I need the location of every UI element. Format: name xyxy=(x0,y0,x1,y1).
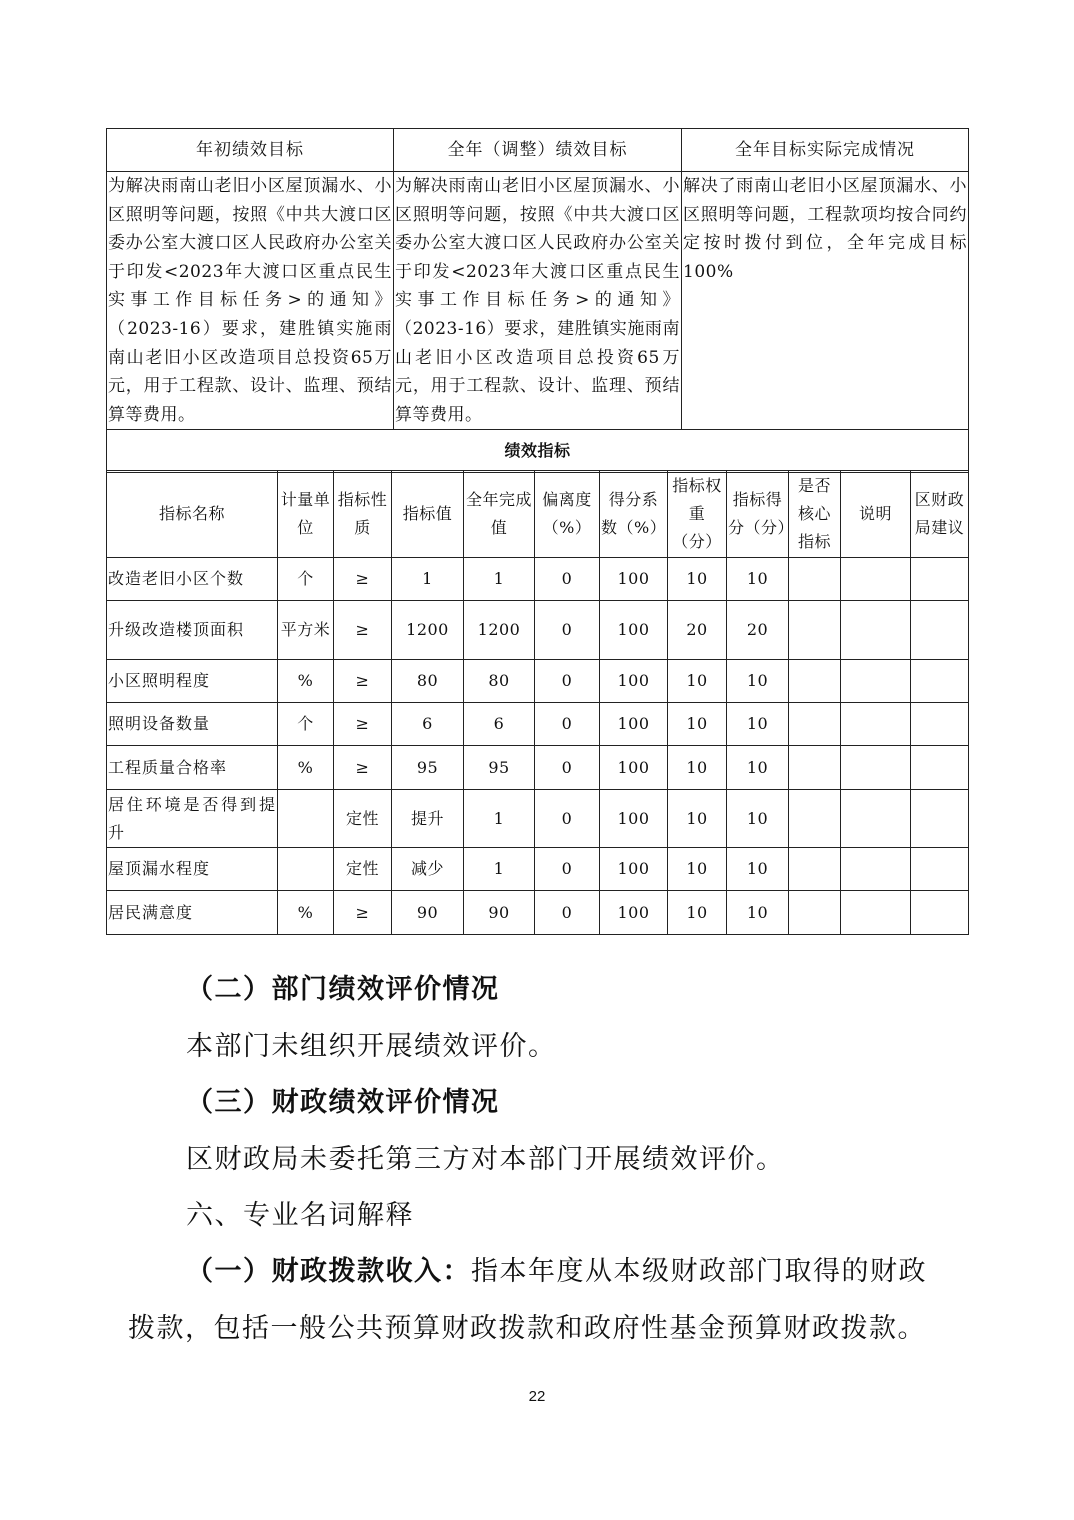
kpi-header-note: 说明 xyxy=(841,471,911,558)
kpi-cell-score: 20 xyxy=(727,601,789,660)
kpi-cell-name: 屋顶漏水程度 xyxy=(107,848,278,891)
kpi-cell-coef: 100 xyxy=(600,891,668,935)
kpi-cell-advice xyxy=(911,660,969,703)
kpi-cell-deviation: 0 xyxy=(535,790,600,848)
kpi-cell-unit: % xyxy=(278,660,334,703)
kpi-cell-core xyxy=(789,558,841,601)
kpi-cell-weight: 10 xyxy=(668,891,727,935)
performance-goals-table xyxy=(106,128,969,473)
kpi-cell-target: 减少 xyxy=(392,848,464,891)
kpi-cell-nature: ≥ xyxy=(334,891,392,935)
kpi-cell-unit: 个 xyxy=(278,558,334,601)
kpi-cell-note xyxy=(841,703,911,746)
kpi-cell-coef: 100 xyxy=(600,601,668,660)
kpi-cell-coef: 100 xyxy=(600,703,668,746)
section-2-heading: （二）部门绩效评价情况 xyxy=(186,974,500,1005)
kpi-cell-name: 改造老旧小区个数 xyxy=(107,558,278,601)
kpi-cell-actual: 1200 xyxy=(464,601,535,660)
kpi-cell-score: 10 xyxy=(727,558,789,601)
section-3-heading: （三）财政绩效评价情况 xyxy=(186,1087,500,1118)
kpi-cell-coef: 100 xyxy=(600,558,668,601)
kpi-cell-deviation: 0 xyxy=(535,660,600,703)
kpi-cell-coef: 100 xyxy=(600,848,668,891)
term-1-label: （一）财政拨款收入： xyxy=(186,1256,471,1287)
kpi-cell-unit: % xyxy=(278,746,334,790)
kpi-cell-coef: 100 xyxy=(600,790,668,848)
page-number: 22 xyxy=(528,1388,546,1405)
kpi-cell-unit xyxy=(278,848,334,891)
table-row xyxy=(107,601,969,660)
kpi-cell-score: 10 xyxy=(727,703,789,746)
section-3-body: 区财政局未委托第三方对本部门开展绩效评价。 xyxy=(186,1144,785,1175)
kpi-cell-deviation: 0 xyxy=(535,848,600,891)
kpi-header-unit: 计量单位 xyxy=(278,471,334,558)
kpi-cell-name: 照明设备数量 xyxy=(107,703,278,746)
kpi-cell-note xyxy=(841,558,911,601)
kpi-cell-core xyxy=(789,790,841,848)
kpi-cell-unit: 个 xyxy=(278,703,334,746)
kpi-cell-nature: 定性 xyxy=(334,848,392,891)
kpi-cell-nature: ≥ xyxy=(334,746,392,790)
kpi-cell-actual: 1 xyxy=(464,790,535,848)
kpi-cell-note xyxy=(841,790,911,848)
section-6-heading: 六、专业名词解释 xyxy=(186,1200,414,1231)
kpi-cell-nature: ≥ xyxy=(334,703,392,746)
kpi-cell-score: 10 xyxy=(727,848,789,891)
kpi-cell-actual: 6 xyxy=(464,703,535,746)
kpi-cell-score: 10 xyxy=(727,660,789,703)
kpi-cell-target: 1200 xyxy=(392,601,464,660)
kpi-cell-note xyxy=(841,601,911,660)
kpi-header-actual: 全年完成值 xyxy=(464,471,535,558)
kpi-header-core: 是否核心指标 xyxy=(789,471,841,558)
kpi-cell-deviation: 0 xyxy=(535,601,600,660)
kpi-cell-advice xyxy=(911,891,969,935)
kpi-cell-weight: 10 xyxy=(668,746,727,790)
table-row xyxy=(107,703,969,746)
kpi-cell-name: 居民满意度 xyxy=(107,891,278,935)
kpi-cell-score: 10 xyxy=(727,891,789,935)
kpi-header-weight: 指标权重（分） xyxy=(668,471,727,558)
kpi-cell-core xyxy=(789,601,841,660)
kpi-header-target: 指标值 xyxy=(392,471,464,558)
kpi-cell-weight: 10 xyxy=(668,660,727,703)
kpi-header-name: 指标名称 xyxy=(107,471,278,558)
section-2-body: 本部门未组织开展绩效评价。 xyxy=(186,1031,557,1062)
kpi-cell-deviation: 0 xyxy=(535,703,600,746)
kpi-header-advice: 区财政局建议 xyxy=(911,471,969,558)
kpi-cell-unit xyxy=(278,790,334,848)
kpi-cell-nature: ≥ xyxy=(334,601,392,660)
actual-completion-text: 解决了雨南山老旧小区屋顶漏水、小区照明等问题，工程款项均按合同约定按时拨付到位，全年完成目标100% xyxy=(682,172,969,430)
kpi-section-title: 绩效指标 xyxy=(107,430,969,473)
kpi-cell-nature: ≥ xyxy=(334,558,392,601)
kpi-cell-score: 10 xyxy=(727,790,789,848)
kpi-cell-deviation: 0 xyxy=(535,891,600,935)
kpi-cell-weight: 20 xyxy=(668,601,727,660)
kpi-cell-weight: 10 xyxy=(668,790,727,848)
kpi-header-coef: 得分系数（%） xyxy=(600,471,668,558)
initial-goal-text: 为解决雨南山老旧小区屋顶漏水、小区照明等问题，按照《中共大渡口区委办公室大渡口区人民政府办公室关于印发<2023年大渡口区重点民生实事工作目标任务>的通知》（2023-16）要求，建胜镇实施雨南山老旧小区改造项目总投资65万元，用于工程款、设计、监理、预结算等费用。 xyxy=(107,172,394,430)
kpi-cell-note xyxy=(841,848,911,891)
kpi-cell-name: 居住环境是否得到提升 xyxy=(107,790,278,848)
kpi-cell-name: 小区照明程度 xyxy=(107,660,278,703)
kpi-cell-nature: ≥ xyxy=(334,660,392,703)
kpi-cell-actual: 80 xyxy=(464,660,535,703)
kpi-header-score: 指标得分（分） xyxy=(727,471,789,558)
kpi-cell-note xyxy=(841,746,911,790)
kpi-cell-name: 工程质量合格率 xyxy=(107,746,278,790)
kpi-table xyxy=(106,470,969,935)
kpi-cell-weight: 10 xyxy=(668,703,727,746)
kpi-cell-nature: 定性 xyxy=(334,790,392,848)
kpi-cell-note xyxy=(841,660,911,703)
kpi-cell-deviation: 0 xyxy=(535,746,600,790)
kpi-cell-core xyxy=(789,746,841,790)
kpi-cell-target: 80 xyxy=(392,660,464,703)
kpi-cell-advice xyxy=(911,558,969,601)
term-1-line-2: 拨款，包括一般公共预算财政拨款和政府性基金预算财政拨款。 xyxy=(128,1313,926,1344)
table-row xyxy=(107,558,969,601)
kpi-cell-actual: 1 xyxy=(464,848,535,891)
kpi-cell-unit: % xyxy=(278,891,334,935)
kpi-cell-coef: 100 xyxy=(600,660,668,703)
table-row xyxy=(107,848,969,891)
kpi-cell-advice xyxy=(911,601,969,660)
term-1-definition: 指本年度从本级财政部门取得的财政 xyxy=(471,1256,927,1287)
kpi-cell-advice xyxy=(911,703,969,746)
kpi-cell-advice xyxy=(911,746,969,790)
kpi-cell-actual: 1 xyxy=(464,558,535,601)
header-actual-completion: 全年目标实际完成情况 xyxy=(682,129,969,172)
kpi-cell-target: 提升 xyxy=(392,790,464,848)
kpi-cell-deviation: 0 xyxy=(535,558,600,601)
kpi-header-deviation: 偏离度（%） xyxy=(535,471,600,558)
kpi-cell-core xyxy=(789,703,841,746)
kpi-cell-unit: 平方米 xyxy=(278,601,334,660)
kpi-cell-score: 10 xyxy=(727,746,789,790)
table-row xyxy=(107,891,969,935)
kpi-cell-core xyxy=(789,891,841,935)
kpi-cell-advice xyxy=(911,848,969,891)
adjusted-goal-text: 为解决雨南山老旧小区屋顶漏水、小区照明等问题，按照《中共大渡口区委办公室大渡口区人民政府办公室关于印发<2023年大渡口区重点民生实事工作目标任务>的通知》（2023-16）要求，建胜镇实施雨南山老旧小区改造项目总投资65万元，用于工程款、设计、监理、预结算等费用。 xyxy=(394,172,682,430)
table-row xyxy=(107,660,969,703)
kpi-cell-coef: 100 xyxy=(600,746,668,790)
kpi-cell-weight: 10 xyxy=(668,558,727,601)
term-1-line-1 xyxy=(186,1252,927,1292)
header-adjusted-goal: 全年（调整）绩效目标 xyxy=(394,129,682,172)
kpi-cell-core xyxy=(789,848,841,891)
kpi-cell-actual: 95 xyxy=(464,746,535,790)
kpi-cell-target: 1 xyxy=(392,558,464,601)
kpi-cell-note xyxy=(841,891,911,935)
table-row xyxy=(107,790,969,848)
kpi-header-nature: 指标性质 xyxy=(334,471,392,558)
header-initial-goal: 年初绩效目标 xyxy=(107,129,394,172)
kpi-cell-weight: 10 xyxy=(668,848,727,891)
kpi-cell-core xyxy=(789,660,841,703)
kpi-cell-advice xyxy=(911,790,969,848)
kpi-cell-name: 升级改造楼顶面积 xyxy=(107,601,278,660)
kpi-cell-target: 90 xyxy=(392,891,464,935)
kpi-cell-target: 6 xyxy=(392,703,464,746)
kpi-cell-target: 95 xyxy=(392,746,464,790)
kpi-cell-actual: 90 xyxy=(464,891,535,935)
table-row xyxy=(107,746,969,790)
